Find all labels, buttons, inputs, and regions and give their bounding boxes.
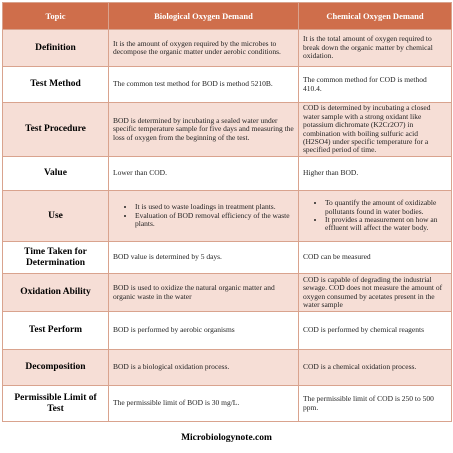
table-row-permissible-limit (3, 386, 452, 422)
bod-cell (109, 191, 299, 242)
list-item: • It provides a measurement on how an effluent will affect the water body. (325, 216, 447, 233)
row-topic: Value (3, 157, 109, 191)
list-item: • It is used to waste loadings in treatment plants. (135, 203, 294, 211)
cod-cell: COD is performed by chemical reagents (299, 312, 452, 350)
row-topic: Test Procedure (3, 103, 109, 157)
bod-cell: BOD is determined by incubating a sealed water under specific temperature sample for five days and measuring the loss of oxygen from the beginning of the test. (109, 103, 299, 157)
comparison-table (2, 2, 452, 422)
table-row-test-method (3, 67, 452, 103)
table-row-use (3, 191, 452, 242)
cod-use-list (303, 199, 447, 233)
cod-cell: COD can be measured (299, 242, 452, 274)
cod-cell: It is the total amount of oxygen required to break down the organic matter by chemical oxidation. (299, 30, 452, 67)
bod-cell: It is the amount of oxygen required by the microbes to decompose the organic matter under aerobic conditions. (109, 30, 299, 67)
bod-cell: BOD value is determined by 5 days. (109, 242, 299, 274)
cod-cell: COD is determined by incubating a closed water sample with a strong oxidant like potassium dichromate (K2Cr2O7) in combination with boiling sulfuric acid (H2SO4) under specific temperature for a specified period of time. (299, 103, 452, 157)
row-topic: Test Perform (3, 312, 109, 350)
bod-cell: BOD is used to oxidize the natural organic matter and organic waste in the water (109, 274, 299, 312)
header-bod: Biological Oxygen Demand (109, 3, 299, 30)
list-item: • To quantify the amount of oxidizable pollutants found in water bodies. (325, 199, 447, 216)
table-row-value (3, 157, 452, 191)
table-row-oxidation-ability (3, 274, 452, 312)
cod-cell: The common method for COD is method 410.4. (299, 67, 452, 103)
table-row-time-taken (3, 242, 452, 274)
row-topic: Test Method (3, 67, 109, 103)
cod-cell (299, 191, 452, 242)
cod-cell: COD is a chemical oxidation process. (299, 350, 452, 386)
header-cod: Chemical Oxygen Demand (299, 3, 452, 30)
row-topic: Decomposition (3, 350, 109, 386)
table-header-row (3, 3, 452, 30)
table-row-definition (3, 30, 452, 67)
cod-cell: COD is capable of degrading the industrial sewage. COD does not measure the amount of oxygen consumed by acetates present in the water sample (299, 274, 452, 312)
row-topic: Definition (3, 30, 109, 67)
list-item: • Evaluation of BOD removal efficiency of the waste plants. (135, 212, 294, 229)
header-topic: Topic (3, 3, 109, 30)
bod-cell: The common test method for BOD is method 5210B. (109, 67, 299, 103)
cod-cell: The permissible limit of COD is 250 to 500 ppm. (299, 386, 452, 422)
row-topic: Oxidation Ability (3, 274, 109, 312)
row-topic: Time Taken for Determination (3, 242, 109, 274)
bod-cell: Lower than COD. (109, 157, 299, 191)
cod-cell: Higher than BOD. (299, 157, 452, 191)
table-row-decomposition (3, 350, 452, 386)
table-row-test-procedure (3, 103, 452, 157)
bod-cell: The permissible limit of BOD is 30 mg/L. (109, 386, 299, 422)
bod-cell: BOD is a biological oxidation process. (109, 350, 299, 386)
row-topic: Permissible Limit of Test (3, 386, 109, 422)
table-row-test-perform (3, 312, 452, 350)
source-watermark: Microbiologynote.com (181, 433, 272, 443)
bod-cell: BOD is performed by aerobic organisms (109, 312, 299, 350)
bod-use-list (113, 203, 294, 228)
row-topic: Use (3, 191, 109, 242)
